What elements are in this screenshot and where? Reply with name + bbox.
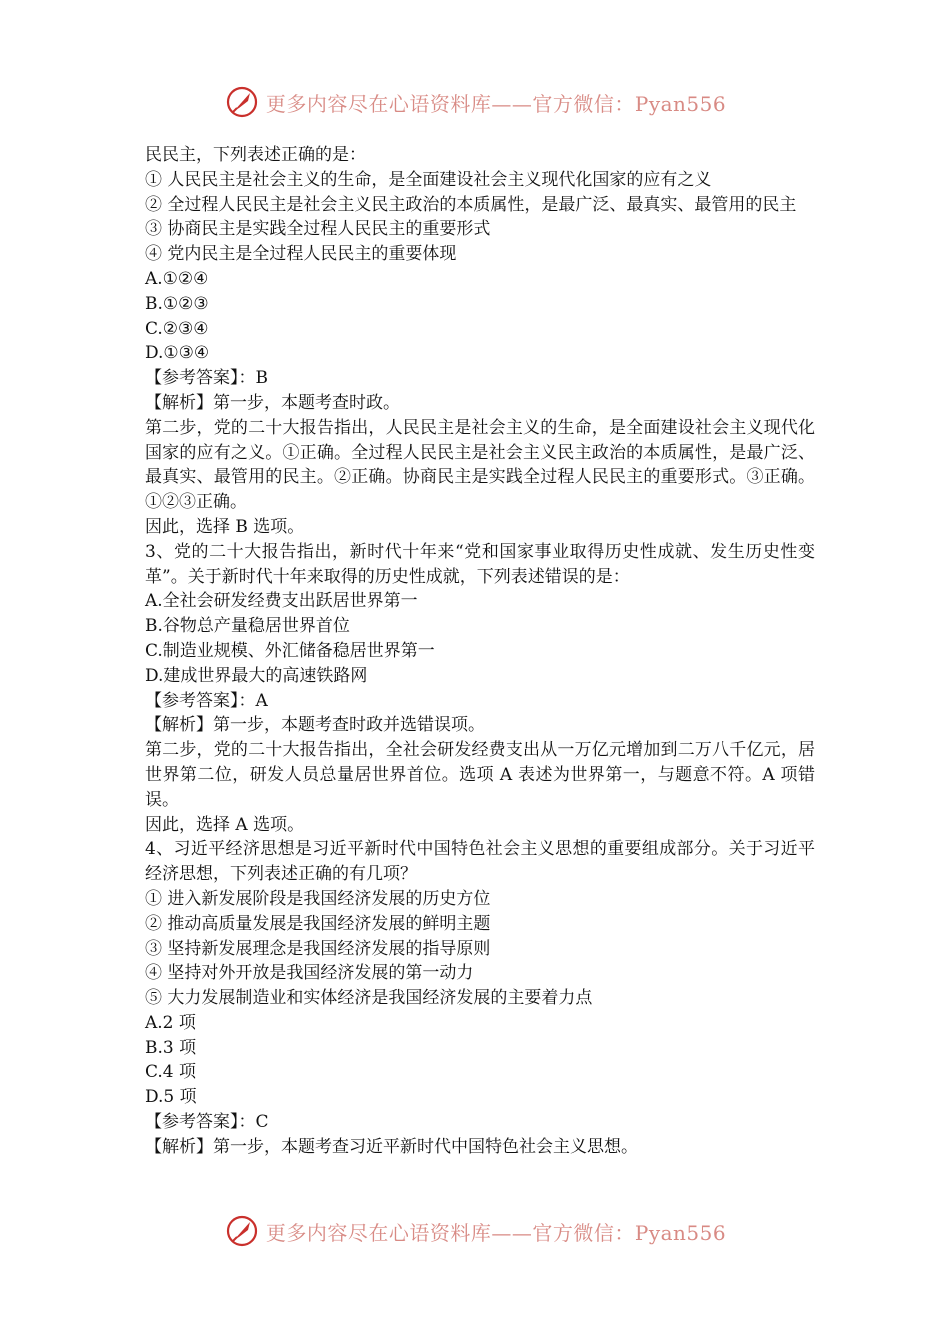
header-watermark-text: 更多内容尽在心语资料库——官方微信：Pyan556 bbox=[265, 91, 727, 116]
text-line: ④ 坚持对外开放是我国经济发展的第一动力 bbox=[145, 963, 474, 984]
text-line: ③ 坚持新发展理念是我国经济发展的指导原则 bbox=[145, 938, 491, 959]
analysis-line: 【解析】第一步，本题考查时政并选错误项。 bbox=[145, 715, 485, 736]
text-line: ③ 协商民主是实践全过程人民民主的重要形式 bbox=[145, 219, 491, 240]
option-line: D.建成世界最大的高速铁路网 bbox=[145, 665, 368, 686]
option-line: C.②③④ bbox=[145, 318, 209, 339]
answer-line: 【参考答案】：A bbox=[145, 690, 268, 711]
text-line: ② 推动高质量发展是我国经济发展的鲜明主题 bbox=[145, 913, 491, 934]
quill-logo-icon bbox=[224, 84, 260, 120]
option-line: B.①②③ bbox=[145, 293, 209, 314]
option-line: D.5 项 bbox=[145, 1087, 197, 1108]
text-line: ① 人民民主是社会主义的生命，是全面建设社会主义现代化国家的应有之义 bbox=[145, 169, 712, 190]
text-line: ② 全过程人民民主是社会主义民主政治的本质属性，是最广泛、最真实、最管用的民主 bbox=[145, 194, 797, 215]
option-line: C.4 项 bbox=[145, 1062, 197, 1083]
text-line: ⑤ 大力发展制造业和实体经济是我国经济发展的主要着力点 bbox=[145, 988, 593, 1009]
footer-watermark bbox=[0, 1211, 950, 1251]
answer-line: 【参考答案】：B bbox=[145, 368, 268, 389]
option-line: A.全社会研发经费支出跃居世界第一 bbox=[145, 591, 418, 612]
analysis-line: 【解析】第一步，本题考查时政。 bbox=[145, 392, 400, 413]
quill-logo-icon bbox=[224, 1213, 260, 1249]
text-line: ① 进入新发展阶段是我国经济发展的历史方位 bbox=[145, 888, 491, 909]
analysis-line: 第二步，党的二十大报告指出，全社会研发经费支出从一万亿元增加到二万八千亿元，居世界第二位，研发人员总量居世界首位。选项 A 表述为世界第一，与题意不符。A 项错误。 bbox=[145, 740, 815, 810]
analysis-line: 【解析】第一步，本题考查习近平新时代中国特色社会主义思想。 bbox=[145, 1136, 638, 1157]
question-line: 4、习近平经济思想是习近平新时代中国特色社会主义思想的重要组成部分。关于习近平经济思想，下列表述正确的有几项？ bbox=[145, 839, 815, 885]
header-watermark bbox=[0, 82, 950, 122]
option-line: A.2 项 bbox=[145, 1012, 196, 1033]
option-line: B.谷物总产量稳居世界首位 bbox=[145, 616, 350, 637]
analysis-line: 第二步，党的二十大报告指出，人民民主是社会主义的生命，是全面建设社会主义现代化国家的应有之义。①正确。全过程人民民主是社会主义民主政治的本质属性，是最广泛、最真实、最管用的民主。②正确。协商民主是实践全过程人民民主的重要形式。③正确。①②③正确。 bbox=[145, 417, 815, 513]
option-line: D.①③④ bbox=[145, 343, 210, 364]
option-line: B.3 项 bbox=[145, 1037, 197, 1058]
answer-line: 【参考答案】：C bbox=[145, 1112, 269, 1133]
text-line: 民民主，下列表述正确的是： bbox=[145, 145, 366, 165]
question-line: 3、党的二十大报告指出，新时代十年来“党和国家事业取得历史性成就、发生历史性变革”。关于新时代十年来取得的历史性成就，下列表述错误的是： bbox=[145, 541, 815, 587]
document-body bbox=[145, 143, 815, 1160]
conclusion-line: 因此，选择 B 选项。 bbox=[145, 516, 305, 537]
conclusion-line: 因此，选择 A 选项。 bbox=[145, 814, 305, 835]
option-line: A.①②④ bbox=[145, 268, 209, 289]
option-line: C.制造业规模、外汇储备稳居世界第一 bbox=[145, 640, 435, 661]
footer-watermark-text: 更多内容尽在心语资料库——官方微信：Pyan556 bbox=[265, 1220, 727, 1245]
text-line: ④ 党内民主是全过程人民民主的重要体现 bbox=[145, 244, 457, 265]
